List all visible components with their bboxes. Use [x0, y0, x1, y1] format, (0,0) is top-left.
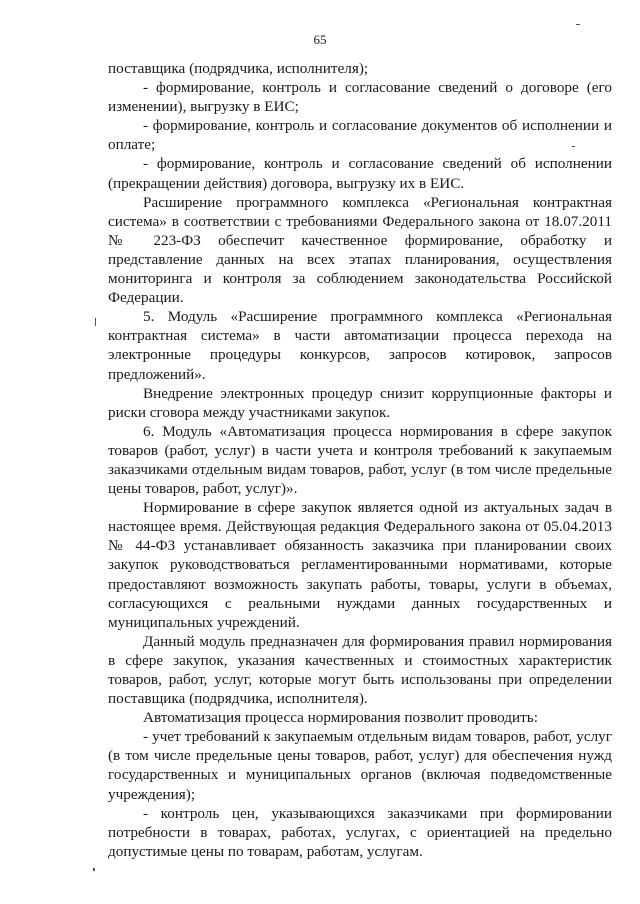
paragraph-module-6: 6. Модуль «Автоматизация процесса нормирования в сфере закупок товаров (работ, услуг) в части учета и контроля требований к закупаемым заказчиками отдельным видам товаров, работ, услуг (в том числе предельные цены товаров, работ, услуг)».	[108, 422, 612, 498]
paragraph-electronic-procedures: Внедрение электронных процедур снизит коррупционные факторы и риски сговора между участниками закупок.	[108, 384, 612, 421]
paragraph-automation-intro: Автоматизация процесса нормирования позволит проводить:	[143, 709, 538, 727]
list-item-execution-documents: - формирование, контроль и согласование документов об исполнении и оплате;	[108, 117, 612, 154]
paragraph-module-5: 5. Модуль «Расширение программного комплекса «Региональная контрактная система» в части автоматизации процесса перехода на электронные процедуры конкурсов, запросов котировок, запросов предложений».	[108, 308, 612, 383]
page-number: 65	[313, 32, 327, 47]
list-item-contract-info: - формирование, контроль и согласование сведений о договоре (его изменении), выгрузку в ЕИС;	[108, 79, 612, 116]
paragraph-module-purpose: Данный модуль предназначен для формирования правил нормирования в сфере закупок, указания качественных и стоимостных характеристик товаров, работ, услуг, которые могут быть использованы при определении поставщика (подрядчика, исполнителя).	[108, 632, 612, 708]
list-item-execution-info: - формирование, контроль и согласование сведений об исполнении (прекращении действия) договора, выгрузку их в ЕИС.	[108, 155, 612, 192]
document-body	[108, 59, 612, 861]
list-item-price-control: - контроль цен, указывающихся заказчиками при формировании потребности в товарах, работах, услугах, с ориентацией на предельно допустимые цены по товарам, работам, услугам.	[108, 804, 612, 860]
paragraph-standardization: Нормирование в сфере закупок является одной из актуальных задач в настоящее время. Действующая редакция Федерального закона от 05.04.2013 № 44-ФЗ устанавливает обязанность заказчика при планировании своих закупок руководствоваться регламентированными нормативами, которые предоставляют возможность закупать работы, товары, услуги в объемах, согласующихся с реальными нуждами данных государственных и муниципальных учреждений.	[108, 499, 612, 631]
paragraph-system-extension: Расширение программного комплекса «Региональная контрактная система» в соответствии с требованиями Федерального закона от 18.07.2011 № 223-ФЗ обеспечит качественное формирование, обработку и представление данных на всех этапах планирования, осуществления мониторинга и контроля за соблюдением законодательства Российской Федерации.	[108, 193, 612, 307]
paragraph-continuation: поставщика (подрядчика, исполнителя);	[108, 60, 369, 77]
list-item-requirements-accounting: - учет требований к закупаемым отдельным видам товаров, работ, услуг (в том числе предельные цены товаров, работ, услуг) для обеспечения нужд государственных и муниципальных органов (включая подведомственные учреждения);	[108, 728, 612, 803]
